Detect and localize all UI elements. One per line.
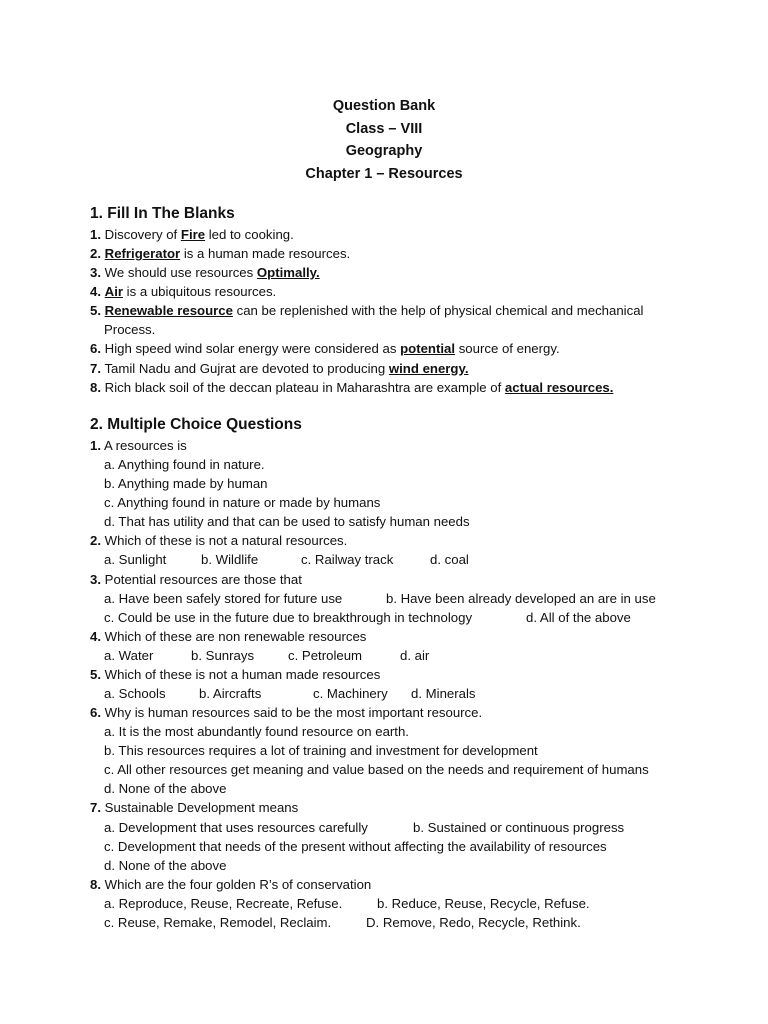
mcq-option: b. Sunrays bbox=[191, 647, 255, 663]
document-title: Question Bank bbox=[332, 98, 436, 114]
blank-item: 2. Refrigerator is a human made resources. bbox=[90, 246, 351, 262]
mcq-option: a. Reproduce, Reuse, Recreate, Refuse. bbox=[104, 895, 343, 911]
mcq-option: d. air bbox=[400, 647, 430, 663]
mcq-option: c. Petroleum bbox=[288, 647, 363, 663]
mcq-question: 5. Which of these is not a human made resources bbox=[90, 666, 381, 682]
document-header bbox=[0, 95, 768, 185]
mcq-option: d. All of the above bbox=[526, 609, 631, 625]
blank-item: 3. We should use resources Optimally. bbox=[90, 265, 320, 281]
mcq-options-row bbox=[90, 589, 690, 608]
mcq-question: 6. Why is human resources said to be the most important resource. bbox=[90, 705, 483, 721]
mcq-option: b. Wildlife bbox=[201, 552, 259, 568]
blank-item: 4. Air is a ubiquitous resources. bbox=[90, 284, 277, 300]
mcq-option: a. Schools bbox=[104, 686, 166, 702]
mcq-option: a. Sunlight bbox=[104, 552, 167, 568]
mcq-options-row bbox=[90, 913, 690, 932]
mcq-option: d. coal bbox=[430, 552, 469, 568]
mcq-option: d. None of the above bbox=[104, 781, 227, 797]
mcq-options-row bbox=[90, 550, 690, 569]
chapter-label: Chapter 1 – Resources bbox=[305, 165, 463, 182]
mcq-option: c. Railway track bbox=[301, 552, 394, 568]
mcq-option: a. Have been safely stored for future use bbox=[104, 590, 343, 606]
blank-item: 1. Discovery of Fire led to cooking. bbox=[90, 227, 294, 242]
fill-blanks-section bbox=[90, 203, 690, 397]
mcq-option: a. Development that uses resources carefully bbox=[104, 819, 368, 835]
mcq-option: b. Reduce, Reuse, Recycle, Refuse. bbox=[377, 895, 590, 911]
mcq-option: d. That has utility and that can be used to satisfy human needs bbox=[104, 514, 470, 530]
mcq-section bbox=[90, 414, 690, 932]
blank-item: 7. Tamil Nadu and Gujrat are devoted to producing wind energy. bbox=[90, 360, 469, 376]
mcq-options-row bbox=[90, 818, 690, 837]
mcq-option: c. All other resources get meaning and value based on the needs and requirement of humans bbox=[104, 762, 649, 778]
mcq-question: 2. Which of these is not a natural resources. bbox=[90, 533, 348, 549]
subject-label: Geography bbox=[345, 143, 423, 159]
mcq-options-row bbox=[90, 608, 690, 627]
mcq-option: b. This resources requires a lot of training and investment for development bbox=[104, 743, 538, 759]
mcq-option: b. Anything made by human bbox=[104, 476, 268, 492]
fill-blanks-title: 1. Fill In The Blanks bbox=[90, 205, 235, 222]
mcq-option: b. Have been already developed an are in use bbox=[386, 590, 656, 606]
mcq-option: a. Water bbox=[104, 647, 154, 663]
mcq-question: 8. Which are the four golden R’s of conservation bbox=[90, 876, 372, 892]
mcq-options-row bbox=[90, 894, 690, 913]
blank-item-continuation: Process. bbox=[104, 322, 156, 338]
mcq-option: d. Minerals bbox=[411, 686, 476, 702]
mcq-option: b. Sustained or continuous progress bbox=[413, 819, 625, 835]
blank-item: 6. High speed wind solar energy were considered as potential source of energy. bbox=[90, 341, 560, 357]
blank-item: 5. Renewable resource can be replenished with the help of physical chemical and mechanical bbox=[90, 303, 644, 319]
mcq-option: c. Anything found in nature or made by humans bbox=[104, 495, 381, 511]
mcq-option: c. Machinery bbox=[313, 686, 388, 702]
mcq-option: d. None of the above bbox=[104, 857, 227, 873]
class-label: Class – VIII bbox=[345, 120, 423, 137]
mcq-option: c. Could be use in the future due to breakthrough in technology bbox=[104, 609, 473, 625]
mcq-options-row bbox=[90, 684, 690, 703]
mcq-question: 1. A resources is bbox=[90, 438, 187, 453]
mcq-question: 7. Sustainable Development means bbox=[90, 800, 299, 816]
mcq-question: 4. Which of these are non renewable resources bbox=[90, 628, 367, 644]
mcq-question: 3. Potential resources are those that bbox=[90, 571, 302, 587]
blank-item: 8. Rich black soil of the deccan plateau in Maharashtra are example of actual resources. bbox=[90, 379, 614, 395]
mcq-option: c. Development that needs of the present without affecting the availability of resources bbox=[104, 838, 607, 854]
mcq-options-row bbox=[90, 646, 690, 665]
mcq-title: 2. Multiple Choice Questions bbox=[90, 416, 302, 433]
mcq-option: D. Remove, Redo, Recycle, Rethink. bbox=[366, 914, 581, 930]
mcq-option: a. Anything found in nature. bbox=[104, 457, 265, 473]
mcq-option: c. Reuse, Remake, Remodel, Reclaim. bbox=[104, 914, 332, 930]
mcq-option: a. It is the most abundantly found resource on earth. bbox=[104, 724, 409, 740]
mcq-option: b. Aircrafts bbox=[199, 686, 262, 702]
